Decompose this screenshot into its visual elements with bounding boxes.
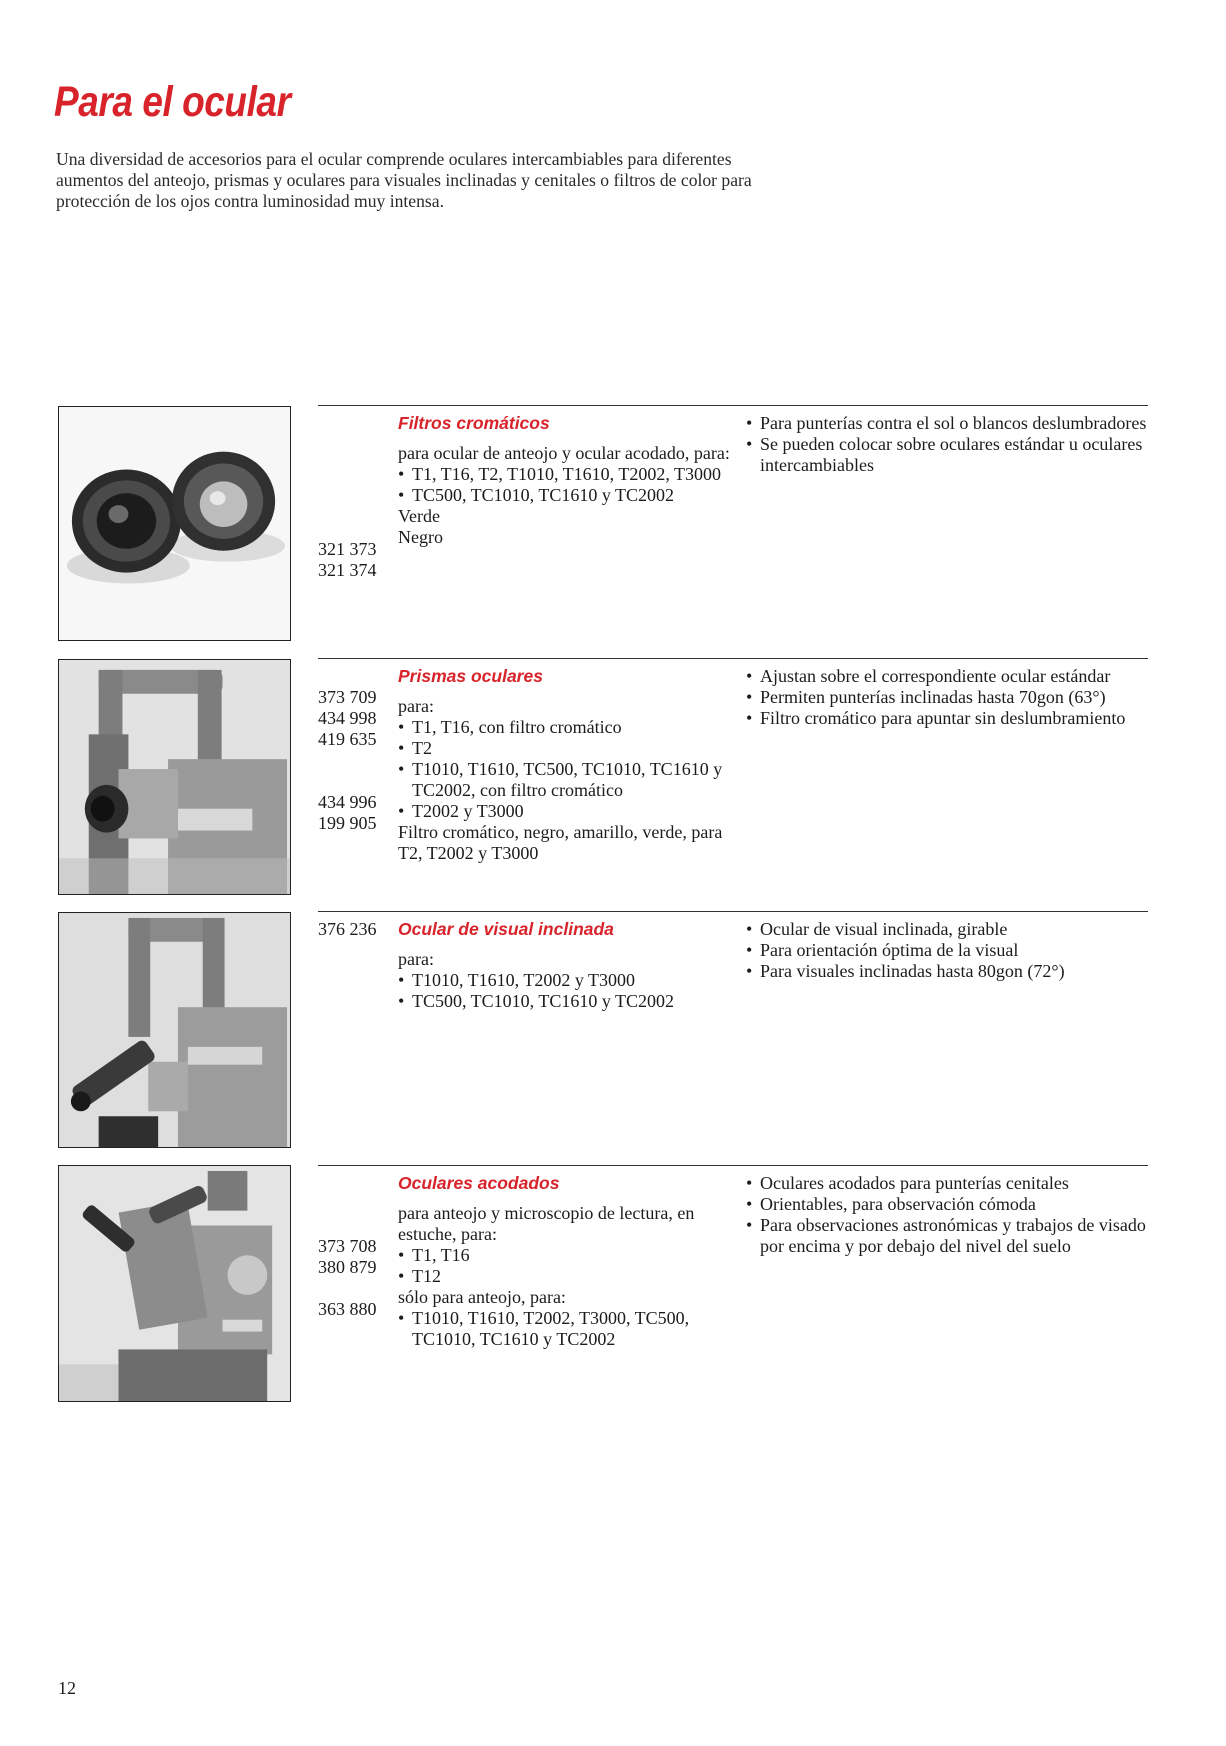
note-bullet: • Orientables, para observación cómoda — [746, 1194, 1148, 1215]
body-line: Filtro cromático, negro, amarillo, verde, para T2, T2002 y T3000 — [398, 822, 723, 863]
section-heading: Ocular de visual inclinada — [398, 919, 614, 939]
theodolite-prism-image — [59, 660, 290, 894]
angled-eyepieces-photo — [58, 1165, 291, 1402]
body-line: sólo para anteojo, para: — [398, 1287, 566, 1307]
body-bullet: • T12 — [398, 1266, 738, 1287]
body-bullet: • T1, T16, T2, T1010, T1610, T2002, T3000 — [398, 464, 738, 485]
note-bullet: • Ajustan sobre el correspondiente ocular estándar — [746, 666, 1148, 687]
order-code — [318, 771, 386, 792]
section-notes — [746, 666, 1148, 729]
section-body — [398, 919, 738, 1012]
page-title: Para el ocular — [54, 78, 291, 126]
order-code — [318, 518, 386, 539]
note-bullet: • Se pueden colocar sobre oculares estándar u oculares intercambiables — [746, 434, 1148, 476]
order-code — [318, 434, 386, 455]
section-divider — [318, 911, 1148, 912]
order-codes — [318, 666, 386, 834]
order-code: 434 996 — [318, 792, 377, 812]
body-bullet: • T1010, T1610, T2002 y T3000 — [398, 970, 738, 991]
page-number: 12 — [58, 1678, 76, 1698]
note-bullet: • Para visuales inclinadas hasta 80gon (72°) — [746, 961, 1148, 982]
section-notes — [746, 413, 1148, 476]
section-heading: Prismas oculares — [398, 666, 543, 686]
body-line: para anteojo y microscopio de lectura, en estuche, para: — [398, 1203, 695, 1244]
note-bullet: • Ocular de visual inclinada, girable — [746, 919, 1148, 940]
note-bullet: • Para observaciones astronómicas y trabajos de visado por encima y por debajo del nivel del suelo — [746, 1215, 1148, 1257]
order-code — [318, 476, 386, 497]
color-filters-image — [59, 407, 290, 640]
order-code: 434 998 — [318, 708, 377, 728]
section-body — [398, 666, 738, 864]
section-divider — [318, 405, 1148, 406]
order-code: 419 635 — [318, 729, 377, 749]
order-code: 321 374 — [318, 560, 377, 580]
order-code — [318, 750, 386, 771]
body-bullet: • TC500, TC1010, TC1610 y TC2002 — [398, 991, 738, 1012]
order-code — [318, 1173, 386, 1194]
body-bullet: • T1010, T1610, T2002, T3000, TC500, TC1010, TC1610 y TC2002 — [398, 1308, 738, 1350]
order-codes — [318, 919, 386, 940]
order-code — [318, 1215, 386, 1236]
order-codes — [318, 413, 386, 581]
order-code — [318, 413, 386, 434]
order-code — [318, 666, 386, 687]
order-code — [318, 455, 386, 476]
note-bullet: • Oculares acodados para punterías cenitales — [746, 1173, 1148, 1194]
prism-eyepiece-photo — [58, 659, 291, 895]
note-bullet: • Para orientación óptima de la visual — [746, 940, 1148, 961]
theodolite-inclined-image — [59, 913, 290, 1147]
section-divider — [318, 658, 1148, 659]
body-bullet: • T1, T16 — [398, 1245, 738, 1266]
order-code — [318, 1278, 386, 1299]
filters-photo — [58, 406, 291, 641]
note-bullet: • Permiten punterías inclinadas hasta 70gon (63°) — [746, 687, 1148, 708]
theodolite-angled-image — [59, 1166, 290, 1401]
section-divider — [318, 1165, 1148, 1166]
section-body — [398, 413, 738, 548]
section-heading: Oculares acodados — [398, 1173, 560, 1193]
note-bullet: • Para punterías contra el sol o blancos deslumbradores — [746, 413, 1148, 434]
note-bullet: • Filtro cromático para apuntar sin deslumbramiento — [746, 708, 1148, 729]
body-bullet: • T2 — [398, 738, 738, 759]
body-line: Verde — [398, 506, 440, 526]
section-heading: Filtros cromáticos — [398, 413, 550, 433]
order-code — [318, 1194, 386, 1215]
order-code: 321 373 — [318, 539, 377, 559]
order-code: 376 236 — [318, 919, 377, 939]
order-codes — [318, 1173, 386, 1320]
section-notes — [746, 1173, 1148, 1257]
body-bullet: • TC500, TC1010, TC1610 y TC2002 — [398, 485, 738, 506]
section-notes — [746, 919, 1148, 982]
section-body — [398, 1173, 738, 1350]
order-code: 373 708 — [318, 1236, 377, 1256]
intro-paragraph: Una diversidad de accesorios para el ocular comprende oculares intercambiables para diferentes aumentos del anteojo, prismas y oculares para visuales inclinadas y cenitales o filtros de color para protección de los ojos contra luminosidad muy intensa. — [56, 149, 752, 211]
inclined-eyepiece-photo — [58, 912, 291, 1148]
order-code: 380 879 — [318, 1257, 377, 1277]
body-line: para: — [398, 696, 434, 716]
body-line: Negro — [398, 527, 443, 547]
body-line: para ocular de anteojo y ocular acodado, para: — [398, 443, 730, 463]
order-code — [318, 497, 386, 518]
order-code: 363 880 — [318, 1299, 377, 1319]
body-bullet: • T1010, T1610, TC500, TC1010, TC1610 y TC2002, con filtro cromático — [398, 759, 738, 801]
body-bullet: • T2002 y T3000 — [398, 801, 738, 822]
order-code: 373 709 — [318, 687, 377, 707]
order-code: 199 905 — [318, 813, 377, 833]
body-line: para: — [398, 949, 434, 969]
body-bullet: • T1, T16, con filtro cromático — [398, 717, 738, 738]
